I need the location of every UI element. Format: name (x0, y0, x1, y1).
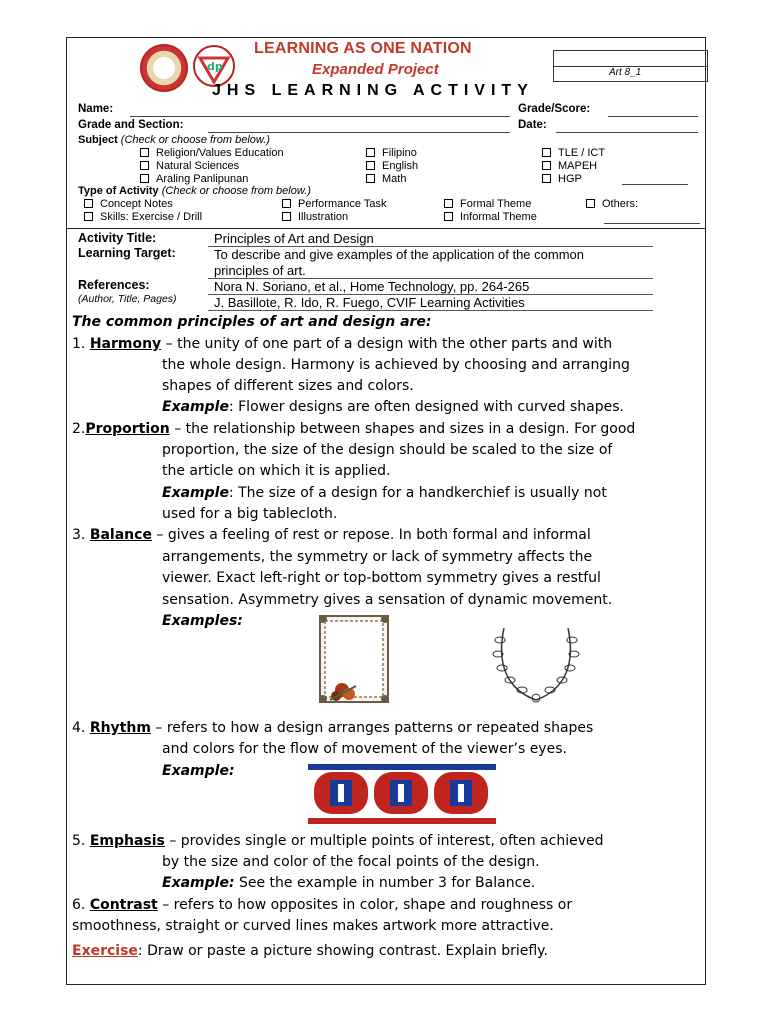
activity-title-value: Principles of Art and Design (214, 231, 374, 246)
activity-option[interactable]: Illustration (282, 211, 348, 223)
checkbox-icon (140, 148, 149, 157)
checkbox-icon (282, 199, 291, 208)
subject-heading: Subject (Check or choose from below.) (78, 134, 270, 146)
svg-text:dp: dp (207, 60, 223, 73)
checkbox-icon (84, 199, 93, 208)
grade-section-label: Grade and Section: (78, 119, 184, 131)
ornate-frame-image (318, 614, 390, 704)
header-title: LEARNING AS ONE NATION (254, 40, 472, 57)
activity-option[interactable]: Others: (586, 198, 638, 210)
contrast-line2: smoothness, straight or curved lines makes artwork more attractive. (72, 918, 554, 934)
name-label: Name: (78, 103, 114, 115)
checkbox-icon (366, 161, 375, 170)
learning-target-label: Learning Target: (78, 246, 176, 260)
header-subtitle: Expanded Project (312, 61, 439, 78)
subject-option[interactable]: HGP (542, 173, 582, 185)
proportion-line1: 2.Proportion – the relationship between shapes and sizes in a design. For good (72, 421, 636, 437)
subject-option[interactable]: English (366, 160, 418, 172)
date-label: Date: (518, 119, 547, 131)
subject-option[interactable]: TLE / ICT (542, 147, 605, 159)
balance-line3: viewer. Exact left-right or top-bottom symmetry gives a restful (162, 570, 601, 586)
subject-option[interactable]: Natural Sciences (140, 160, 239, 172)
activity-option[interactable]: Formal Theme (444, 198, 531, 210)
code-box (553, 50, 708, 82)
checkbox-icon (366, 174, 375, 183)
balance-line2: arrangements, the symmetry or lack of symmetry affects the (162, 549, 593, 565)
balance-examples-label: Examples: (162, 613, 243, 629)
checkbox-icon (542, 148, 551, 157)
proportion-example: Example: The size of a design for a handkerchief is usually not (162, 485, 607, 501)
emphasis-line1: 5. Emphasis – provides single or multiple points of interest, often achieved (72, 833, 604, 849)
subject-option[interactable]: Religion/Values Education (140, 147, 284, 159)
activity-option[interactable]: Performance Task (282, 198, 386, 210)
name-line[interactable] (130, 116, 510, 117)
activity-title-label: Activity Title: (78, 231, 157, 245)
checkbox-icon (366, 148, 375, 157)
harmony-example: Example: Flower designs are often designed with curved shapes. (162, 399, 624, 415)
proportion-line3: the article on which it is applied. (162, 463, 391, 479)
emphasis-example: Example: See the example in number 3 for Balance. (162, 875, 536, 891)
activity-option[interactable]: Concept Notes (84, 198, 173, 210)
floral-wreath-image (488, 620, 584, 706)
exercise-instruction: Exercise: Draw or paste a picture showing contrast. Explain briefly. (72, 943, 548, 959)
activity-option[interactable]: Skills: Exercise / Drill (84, 211, 202, 223)
subject-option[interactable]: Math (366, 173, 406, 185)
date-line[interactable] (556, 132, 698, 133)
activity-type-heading: Type of Activity (Check or choose from below.) (78, 185, 311, 197)
learning-target-line1: To describe and give examples of the application of the common (214, 247, 584, 262)
reference-2: J. Basillote, R. Ido, R. Fuego, CVIF Learning Activities (214, 295, 525, 310)
checkbox-icon (586, 199, 595, 208)
checkbox-icon (444, 212, 453, 221)
principles-heading: The common principles of art and design are: (72, 314, 432, 330)
activity-option[interactable]: Informal Theme (444, 211, 537, 223)
grade-score-line[interactable] (608, 116, 698, 117)
checkbox-icon (84, 212, 93, 221)
others-line (604, 223, 700, 224)
grade-score-label: Grade/Score: (518, 103, 591, 115)
checkbox-icon (542, 161, 551, 170)
harmony-line1: 1. Harmony – the unity of one part of a design with the other parts and with (72, 336, 613, 352)
school-seal-logo (140, 44, 188, 92)
rhythm-line2: and colors for the flow of movement of the viewer’s eyes. (162, 741, 567, 757)
rhythm-line1: 4. Rhythm – refers to how a design arranges patterns or repeated shapes (72, 720, 594, 736)
embroidery-pattern-image (308, 762, 496, 826)
header-activity: JHS LEARNING ACTIVITY (212, 82, 534, 99)
rhythm-example-label: Example: (162, 763, 235, 779)
checkbox-icon (140, 161, 149, 170)
checkbox-icon (282, 212, 291, 221)
ref2-rule (208, 310, 653, 311)
section-divider (66, 228, 706, 229)
balance-line1: 3. Balance – gives a feeling of rest or repose. In both formal and informal (72, 527, 591, 543)
subject-option[interactable]: MAPEH (542, 160, 597, 172)
contrast-line1: 6. Contrast – refers to how opposites in color, shape and roughness or (72, 897, 573, 913)
references-label: References: (78, 278, 150, 292)
activity-code: Art 8_1 (609, 67, 642, 78)
subject-option[interactable]: Filipino (366, 147, 417, 159)
emphasis-line2: by the size and color of the focal points of the design. (162, 854, 540, 870)
proportion-line2: proportion, the size of the design should be scaled to the size of (162, 442, 613, 458)
proportion-example-2: used for a big tablecloth. (162, 506, 338, 522)
hgp-line (622, 184, 688, 185)
harmony-line3: shapes of different sizes and colors. (162, 378, 414, 394)
checkbox-icon (444, 199, 453, 208)
checkbox-icon (140, 174, 149, 183)
grade-section-line[interactable] (208, 132, 510, 133)
learning-target-line2: principles of art. (214, 263, 306, 278)
references-sub: (Author, Title, Pages) (78, 293, 177, 305)
checkbox-icon (542, 174, 551, 183)
reference-1: Nora N. Soriano, et al., Home Technology, pp. 264-265 (214, 279, 530, 294)
harmony-line2: the whole design. Harmony is achieved by choosing and arranging (162, 357, 630, 373)
balance-line4: sensation. Asymmetry gives a sensation of dynamic movement. (162, 592, 613, 608)
subject-option[interactable]: Araling Panlipunan (140, 173, 248, 185)
